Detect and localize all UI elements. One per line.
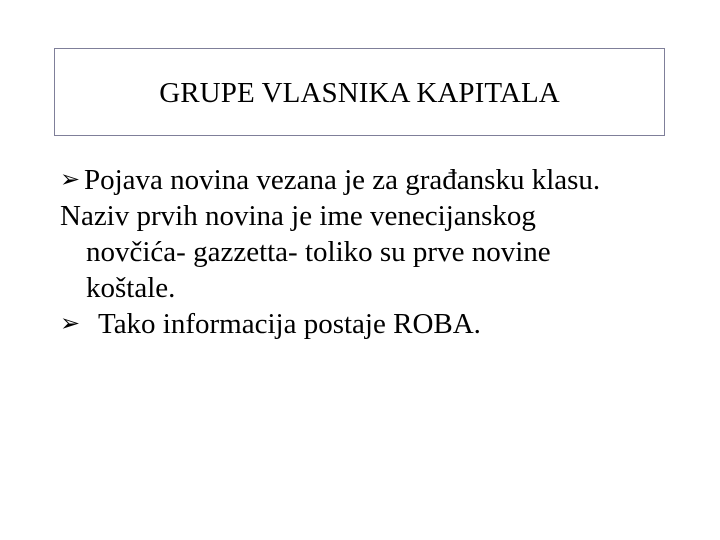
paragraph-1: Pojava novina vezana je za građansku klasu. bbox=[84, 164, 601, 196]
slide-title: GRUPE VLASNIKA KAPITALA bbox=[159, 76, 560, 109]
paragraph-3: Tako informacija postaje ROBA. bbox=[98, 308, 481, 340]
paragraph-2-line-2: novčića- gazzetta- toliko su prve novine bbox=[86, 236, 551, 268]
slide-content bbox=[60, 162, 700, 342]
bullet-line-1 bbox=[60, 162, 700, 198]
paragraph-2-line-1: Naziv prvih novina je ime venecijanskog bbox=[60, 200, 536, 232]
paragraph-2-line-3: koštale. bbox=[86, 272, 176, 304]
title-box bbox=[54, 48, 665, 136]
arrow-right-bullet-icon: ➢ bbox=[60, 165, 81, 193]
arrow-right-bullet-icon: ➢ bbox=[60, 309, 81, 337]
bullet-line-2 bbox=[60, 306, 700, 342]
